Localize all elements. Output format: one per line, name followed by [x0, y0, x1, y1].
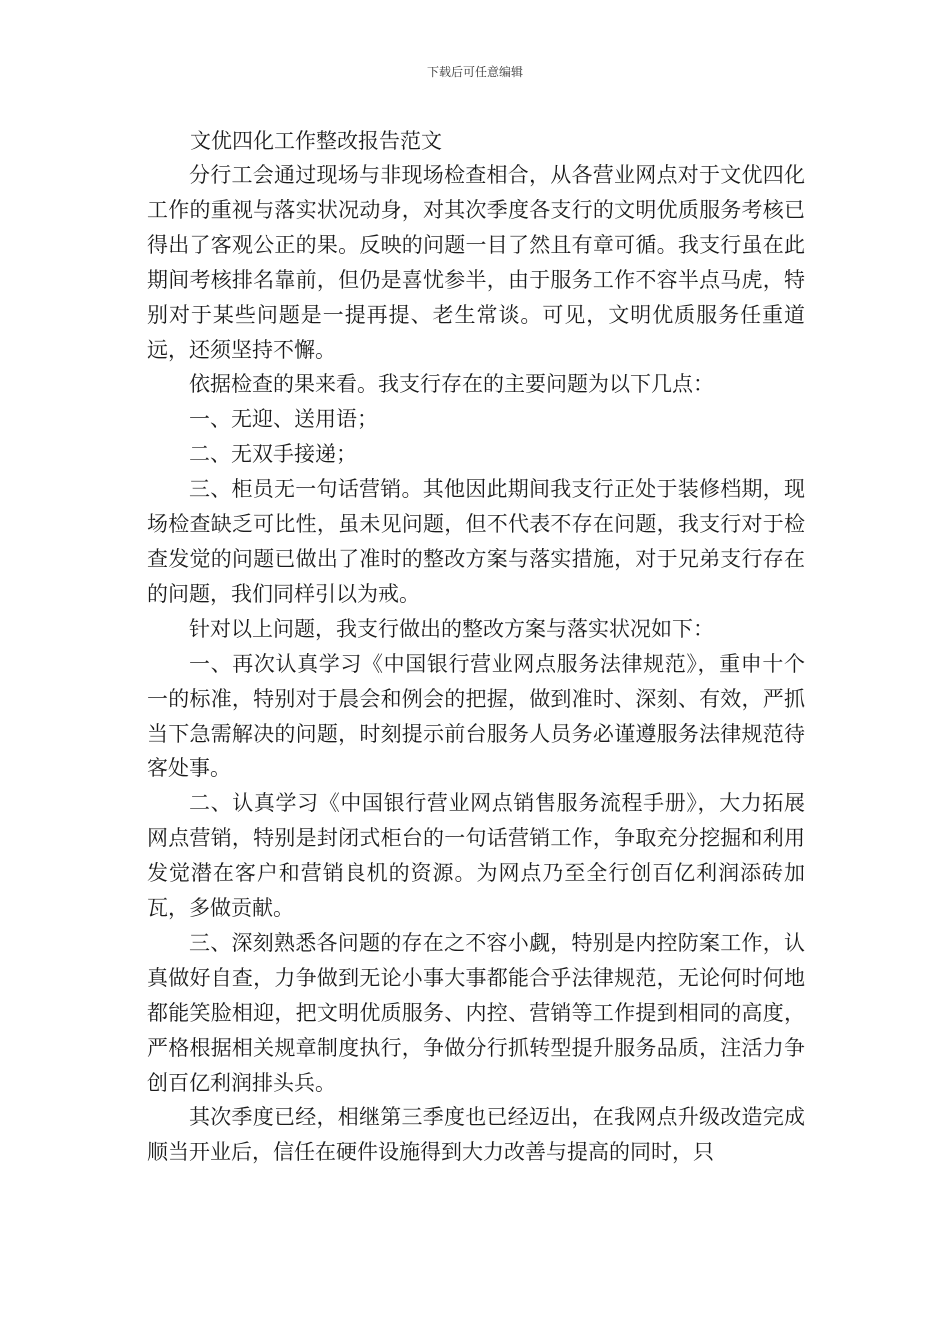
document-title: 文优四化工作整改报告范文: [190, 129, 442, 153]
page-header-note: 下载后可任意编辑: [426, 65, 523, 79]
paragraph-problem-2: 二、无双手接递；: [189, 442, 357, 467]
paragraph-measure-3: 三、深刻熟悉各问题的存在之不容小觑，特别是内控防案工作，认真做好自查，力争做到无论小事大事都能合乎法律规范，无论何时何地都能笑脸相迎，把文明优质服务、内控、营销等工作提到相同的高度，严格根据相关规章制度执行，争做分行抓转型提升服务品质，注活力争创百亿利润排头兵。: [147, 930, 805, 1095]
paragraph-intro: 分行工会通过现场与非现场检查相合，从各营业网点对于文优四化工作的重视与落实状况动身，对其次季度各支行的文明优质服务考核已得出了客观公正的果。反映的问题一目了然且有章可循。我支行虽在此期间考核排名靠前，但仍是喜忧参半，由于服务工作不容半点马虎，特别对于某些问题是一提再提、老生常谈。可见，文明优质服务任重道远，还须坚持不懈。: [147, 163, 805, 362]
paragraph-closing: 其次季度已经，相继第三季度也已经迈出，在我网点升级改造完成顺当开业后，信任在硬件设施得到大力改善与提高的同时，只: [147, 1105, 805, 1165]
paragraph-measures-lead: 针对以上问题，我支行做出的整改方案与落实状况如下：: [189, 616, 714, 641]
paragraph-measure-1: 一、再次认真学习《中国银行营业网点服务法律规范》，重申十个一的标准，特别对于晨会和例会的把握，做到准时、深刻、有效，严抓当下急需解决的问题，时刻提示前台服务人员务必谨遵服务法律规范待客处事。: [147, 651, 805, 781]
paragraph-problem-3: 三、柜员无一句话营销。其他因此期间我支行正处于装修档期，现场检查缺乏可比性，虽未见问题，但不代表不存在问题，我支行对于检查发觉的问题已做出了准时的整改方案与落实措施，对于兄弟支行存在的问题，我们同样引以为戒。: [147, 477, 805, 606]
paragraph-problems-lead: 依据检查的果来看。我支行存在的主要问题为以下几点：: [189, 372, 714, 397]
paragraph-measure-2: 二、认真学习《中国银行营业网点销售服务流程手册》，大力拓展网点营销，特别是封闭式柜台的一句话营销工作，争取充分挖掘和利用发觉潜在客户和营销良机的资源。为网点乃至全行创百亿利润添砖加瓦，多做贡献。: [147, 791, 805, 921]
paragraph-problem-1: 一、无迎、送用语；: [189, 407, 378, 432]
document-body: [147, 158, 805, 1170]
